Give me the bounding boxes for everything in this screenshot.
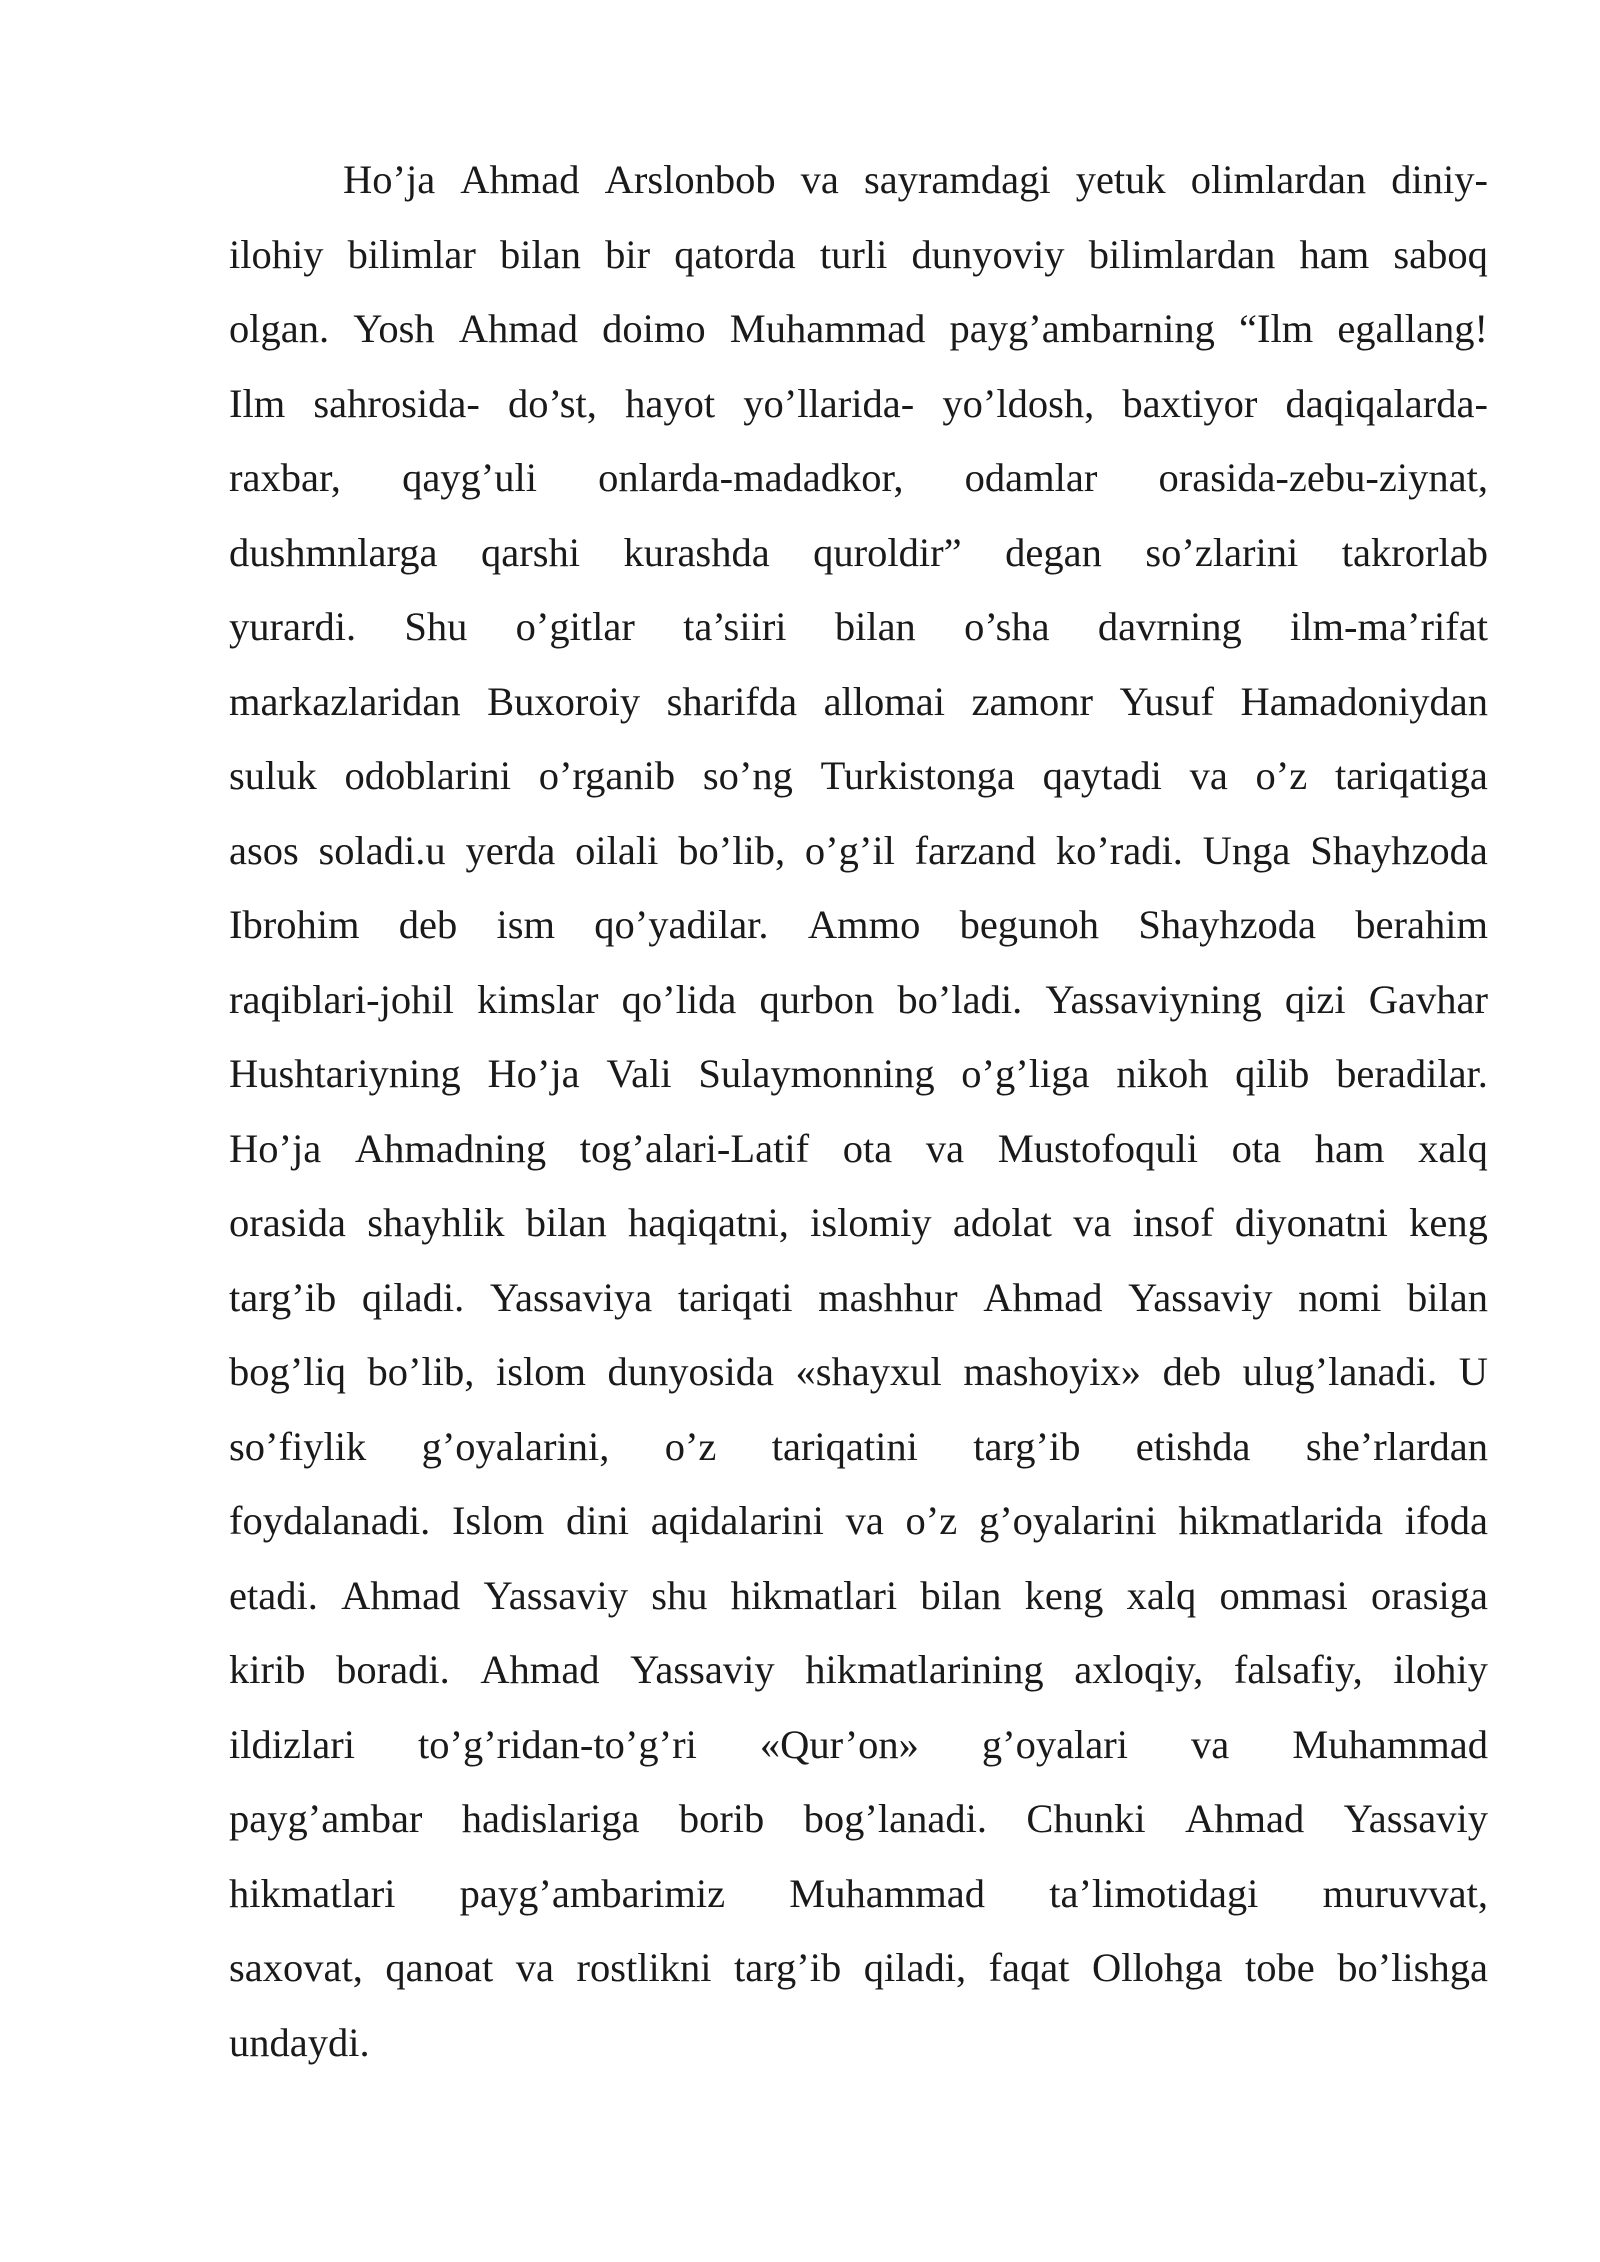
paragraph-line: Ho’ja Ahmadning tog’alari-Latif ota va Mustofoquli ota ham xalq [229,1125,1488,1171]
paragraph-line: hikmatlari payg’ambarimiz Muhammad ta’limotidagi muruvvat, [229,1870,1488,1916]
paragraph-line: raqiblari-johil kimslar qo’lida qurbon bo’ladi. Yassaviyning qizi Gavhar [229,976,1488,1022]
paragraph-line: Ibrohim deb ism qo’yadilar. Ammo begunoh Shayhzoda berahim [229,902,1488,947]
body-paragraph [229,150,1488,2087]
paragraph-line: suluk odoblarini o’rganib so’ng Turkistonga qaytadi va o’z tariqatiga [229,753,1488,798]
paragraph-line: Ilm sahrosida- do’st, hayot yo’llarida- yo’ldosh, baxtiyor daqiqalarda- [229,380,1488,426]
paragraph-line: etadi. Ahmad Yassaviy shu hikmatlari bilan keng xalq ommasi orasiga [229,1572,1488,1618]
paragraph-line: markazlaridan Buxoroiy sharifda allomai zamonr Yusuf Hamadoniydan [229,678,1488,724]
paragraph-line: saxovat, qanoat va rostlikni targ’ib qiladi, faqat Ollohga tobe bo’lishga [229,1945,1488,1990]
paragraph-line: Ho’ja Ahmad Arslonbob va sayramdagi yetuk olimlardan diniy- [343,157,1488,202]
paragraph-line: dushmnlarga qarshi kurashda quroldir” degan so’zlarini takrorlab [229,529,1488,575]
paragraph-line: ildizlari to’g’ridan-to’g’ri «Qur’on» g’oyalari va Muhammad [229,1721,1488,1767]
paragraph-line: foydalanadi. Islom dini aqidalarini va o’z g’oyalarini hikmatlarida ifoda [229,1498,1488,1543]
paragraph-line: olgan. Yosh Ahmad doimo Muhammad payg’ambarning “Ilm egallang! [229,306,1488,351]
paragraph-line: payg’ambar hadislariga borib bog’lanadi. Chunki Ahmad Yassaviy [229,1796,1488,1841]
paragraph-line: orasida shayhlik bilan haqiqatni, islomiy adolat va insof diyonatni keng [229,1200,1488,1245]
paragraph-line: so’fiylik g’oyalarini, o’z tariqatini targ’ib etishda she’rlardan [229,1423,1488,1469]
paragraph-line: raxbar, qayg’uli onlarda-madadkor, odamlar orasida-zebu-ziynat, [229,455,1488,500]
paragraph-line: undaydi. [229,2019,370,2065]
paragraph-line: kirib boradi. Ahmad Yassaviy hikmatlarining axloqiy, falsafiy, ilohiy [229,1647,1488,1692]
paragraph-line: asos soladi.u yerda oilali bo’lib, o’g’il farzand ko’radi. Unga Shayhzoda [229,827,1488,873]
paragraph-line: ilohiy bilimlar bilan bir qatorda turli dunyoviy bilimlardan ham saboq [229,231,1488,277]
paragraph-line: bog’liq bo’lib, islom dunyosida «shayxul mashoyix» deb ulug’lanadi. U [229,1349,1488,1394]
paragraph-line: Hushtariyning Ho’ja Vali Sulaymonning o’g’liga nikoh qilib beradilar. [229,1051,1488,1096]
paragraph-line: yurardi. Shu o’gitlar ta’siiri bilan o’sha davrning ilm-ma’rifat [229,604,1488,649]
paragraph-line: targ’ib qiladi. Yassaviya tariqati mashhur Ahmad Yassaviy nomi bilan [229,1274,1488,1320]
